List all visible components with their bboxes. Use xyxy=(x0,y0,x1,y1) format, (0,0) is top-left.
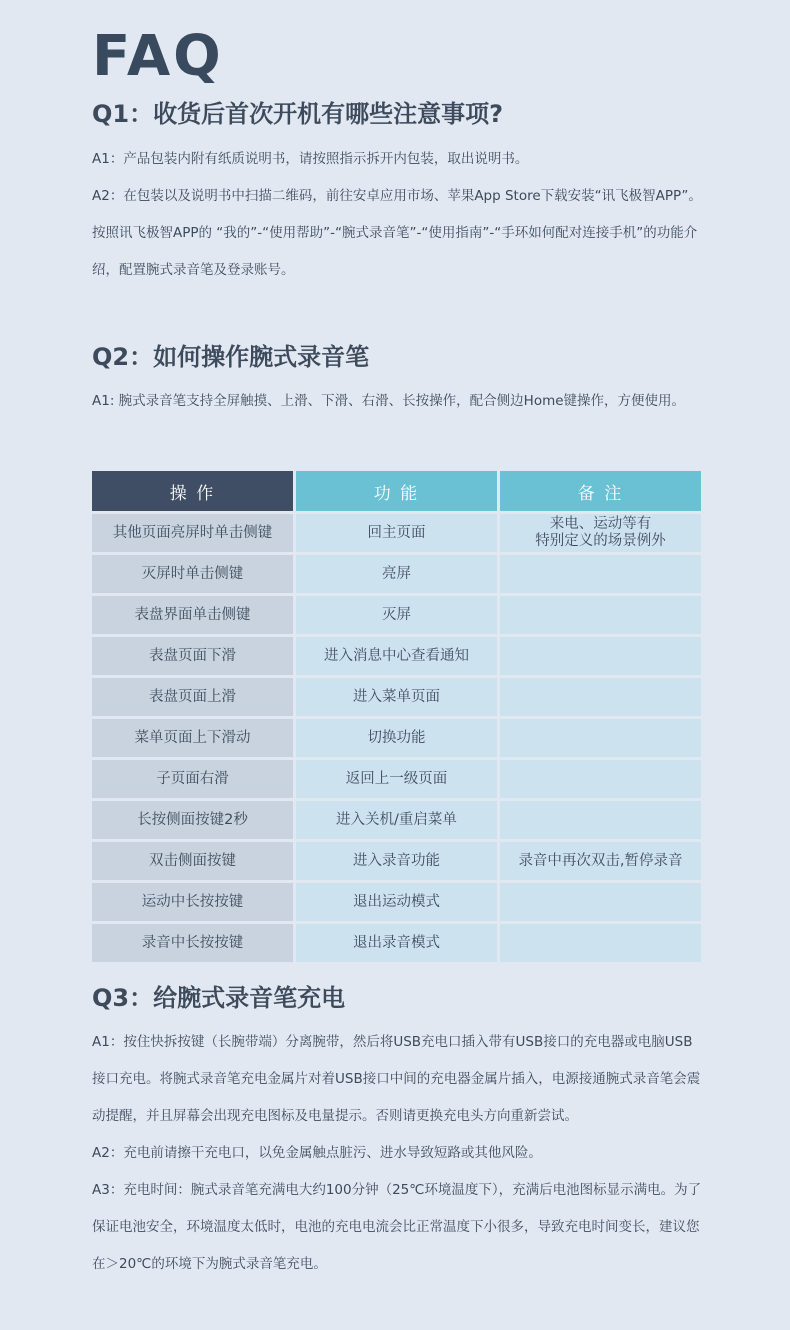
cell-function: 退出录音模式 xyxy=(296,924,497,962)
table-row xyxy=(92,842,701,880)
operations-table xyxy=(89,468,704,965)
q3-answer-3: A3：充电时间：腕式录音笔充满电大约100分钟（25℃环境温度下），充满后电池图标显示满电。为了保证电池安全，环境温度太低时，电池的充电电流会比正常温度下小很多，导致充电时间变长，建议您在＞20℃的环境下为腕式录音笔充电。 xyxy=(92,1182,702,1272)
cell-function: 回主页面 xyxy=(296,514,497,552)
cell-function: 进入消息中心查看通知 xyxy=(296,637,497,675)
q1-answer-1: A1：产品包装内附有纸质说明书，请按照指示拆开内包装，取出说明书。 xyxy=(92,151,529,167)
cell-operation: 子页面右滑 xyxy=(92,760,293,798)
cell-operation: 表盘页面下滑 xyxy=(92,637,293,675)
cell-function: 灭屏 xyxy=(296,596,497,634)
cell-operation: 录音中长按按键 xyxy=(92,924,293,962)
table-row xyxy=(92,801,701,839)
q3-answer xyxy=(92,1024,704,1283)
q1-answer-3: 按照讯飞极智APP的 “我的”-“使用帮助”-“腕式录音笔”-“使用指南”-“手环如何配对连接手机”的功能介绍，配置腕式录音笔及登录账号。 xyxy=(92,225,698,278)
cell-function: 进入菜单页面 xyxy=(296,678,497,716)
table-row xyxy=(92,596,701,634)
cell-note xyxy=(500,596,701,634)
cell-operation: 运动中长按按键 xyxy=(92,883,293,921)
cell-function: 进入关机/重启菜单 xyxy=(296,801,497,839)
table-row xyxy=(92,678,701,716)
cell-function: 亮屏 xyxy=(296,555,497,593)
table-header-row xyxy=(92,471,701,511)
q1-answer xyxy=(92,141,704,289)
cell-note xyxy=(500,801,701,839)
table-row xyxy=(92,924,701,962)
cell-function: 退出运动模式 xyxy=(296,883,497,921)
cell-operation: 菜单页面上下滑动 xyxy=(92,719,293,757)
table-row xyxy=(92,514,701,552)
cell-operation: 灭屏时单击侧键 xyxy=(92,555,293,593)
q3-heading: Q3：给腕式录音笔充电 xyxy=(92,984,346,1012)
q1-heading: Q1：收货后首次开机有哪些注意事项? xyxy=(92,100,504,128)
cell-operation: 其他页面亮屏时单击侧键 xyxy=(92,514,293,552)
cell-note xyxy=(500,924,701,962)
table-row xyxy=(92,637,701,675)
cell-operation: 长按侧面按键2秒 xyxy=(92,801,293,839)
cell-note xyxy=(500,719,701,757)
q3-answer-1: A1：按住快拆按键（长腕带端）分离腕带，然后将USB充电口插入带有USB接口的充电器或电脑USB接口充电。将腕式录音笔充电金属片对着USB接口中间的充电器金属片插入，电源接通腕式录音笔会震动提醒，并且屏幕会出现充电图标及电量提示。否则请更换充电头方向重新尝试。 xyxy=(92,1034,701,1124)
table-row xyxy=(92,883,701,921)
table-row xyxy=(92,555,701,593)
cell-operation: 表盘页面上滑 xyxy=(92,678,293,716)
cell-note: 录音中再次双击,暂停录音 xyxy=(500,842,701,880)
cell-note xyxy=(500,883,701,921)
cell-note xyxy=(500,555,701,593)
header-note: 备 注 xyxy=(500,471,701,511)
header-operation: 操 作 xyxy=(92,471,293,511)
cell-operation: 表盘界面单击侧键 xyxy=(92,596,293,634)
cell-function: 切换功能 xyxy=(296,719,497,757)
table-row xyxy=(92,760,701,798)
table-row xyxy=(92,719,701,757)
q2-answer-1: A1: 腕式录音笔支持全屏触摸、上滑、下滑、右滑、长按操作，配合侧边Home键操作，方便使用。 xyxy=(92,393,686,409)
q3-answer-2: A2：充电前请擦干充电口，以免金属触点脏污、进水导致短路或其他风险。 xyxy=(92,1145,542,1161)
cell-function: 进入录音功能 xyxy=(296,842,497,880)
cell-note: 来电、运动等有 特别定义的场景例外 xyxy=(500,514,701,552)
cell-function: 返回上一级页面 xyxy=(296,760,497,798)
header-function: 功 能 xyxy=(296,471,497,511)
cell-operation: 双击侧面按键 xyxy=(92,842,293,880)
cell-note xyxy=(500,760,701,798)
q2-answer xyxy=(92,383,704,420)
cell-note xyxy=(500,678,701,716)
q2-heading: Q2：如何操作腕式录音笔 xyxy=(92,343,370,371)
page-title: FAQ xyxy=(92,24,224,89)
q1-answer-2: A2：在包装以及说明书中扫描二维码，前往安卓应用市场、苹果App Store下载安装“讯飞极智APP”。 xyxy=(92,188,702,204)
cell-note xyxy=(500,637,701,675)
